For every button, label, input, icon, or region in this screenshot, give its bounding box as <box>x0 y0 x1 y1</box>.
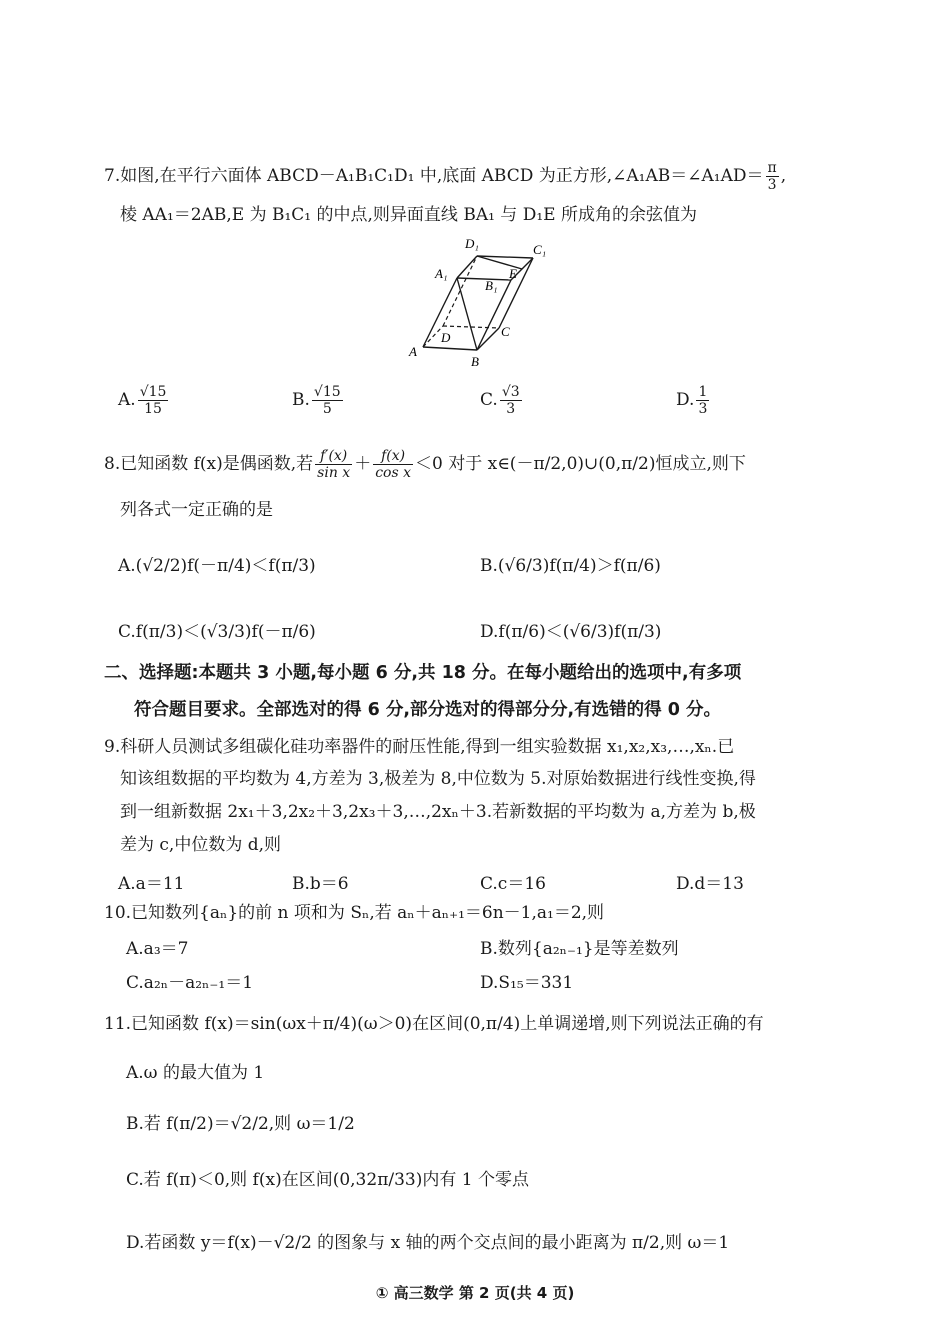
q9-line2: 知该组数据的平均数为 4,方差为 3,极差为 8,中位数为 5.对原始数据进行线性变换,得 <box>120 769 756 789</box>
q7-option-d-den: 3 <box>698 401 708 417</box>
q10-option-b[interactable]: B.数列{a₂ₙ₋₁}是等差数列 <box>480 939 679 959</box>
label-D: D <box>441 330 451 345</box>
q9-option-a[interactable]: A.a＝11 <box>118 874 185 894</box>
q7-line1-text: 7.如图,在平行六面体 ABCD－A₁B₁C₁D₁ 中,底面 ABCD 为正方形,∠A₁AB＝∠A₁AD＝ <box>104 166 764 186</box>
q9-line4: 差为 c,中位数为 d,则 <box>120 835 282 855</box>
q7-option-a-letter: A. <box>118 390 136 410</box>
q7-option-d-letter: D. <box>676 390 695 410</box>
q8-frac2-num: f(x) <box>373 448 413 465</box>
q8-option-b[interactable]: B.(√6/3)f(π/4)＞f(π/6) <box>480 556 661 576</box>
label-A1: A₁ <box>435 266 448 281</box>
page-footer: ① 高三数学 第 2 页(共 4 页) <box>375 1284 575 1302</box>
q8-line2: 列各式一定正确的是 <box>120 500 273 520</box>
section-2-header-line1: 二、选择题:本题共 3 小题,每小题 6 分,共 18 分。在每小题给出的选项中,有多项 <box>104 663 742 683</box>
q10-line1: 10.已知数列{aₙ}的前 n 项和为 Sₙ,若 aₙ＋aₙ₊₁＝6n－1,a₁＝2,则 <box>104 903 605 923</box>
q7-line2: 棱 AA₁＝2AB,E 为 B₁C₁ 的中点,则异面直线 BA₁ 与 D₁E 所成角的余弦值为 <box>120 205 697 225</box>
q8-line1 <box>104 448 746 481</box>
q7-option-b[interactable] <box>292 384 345 417</box>
label-B1: B₁ <box>485 278 498 293</box>
label-C: C <box>501 324 510 339</box>
q9-option-c[interactable]: C.c＝16 <box>480 874 546 894</box>
q7-frac-den: 3 <box>767 177 777 193</box>
q7-option-c-den: 3 <box>506 401 516 417</box>
q8-fraction-2 <box>373 448 413 481</box>
q7-option-a-num: √15 <box>139 384 167 400</box>
label-B: B <box>471 354 479 369</box>
q7-line1 <box>104 160 786 193</box>
q7-option-c[interactable] <box>480 384 524 417</box>
section-2-header-line2: 符合题目要求。全部选对的得 6 分,部分选对的得部分分,有选错的得 0 分。 <box>134 700 722 720</box>
label-A: A <box>409 344 417 359</box>
q7-option-b-letter: B. <box>292 390 310 410</box>
q8-frac1-den: sin x <box>317 465 351 481</box>
q8-option-a[interactable]: A.(√2/2)f(－π/4)＜f(π/3) <box>118 556 316 576</box>
label-C1: C₁ <box>533 242 547 257</box>
q11-option-c[interactable]: C.若 f(π)＜0,则 f(x)在区间(0,32π/33)内有 1 个零点 <box>126 1170 529 1190</box>
q7-option-a-den: 15 <box>144 401 162 417</box>
q11-option-a[interactable]: A.ω 的最大值为 1 <box>126 1063 265 1083</box>
q8-line1-start: 8.已知函数 f(x)是偶函数,若 <box>104 454 314 474</box>
q7-option-b-num: √15 <box>313 384 341 400</box>
q8-frac2-den: cos x <box>375 465 412 481</box>
q8-frac1-num: f′(x) <box>315 448 352 465</box>
q8-plus: ＋ <box>354 454 372 474</box>
q8-line1-end: ＜0 对于 x∈(－π/2,0)∪(0,π/2)恒成立,则下 <box>415 454 746 474</box>
q7-line1-tail: , <box>780 166 787 186</box>
q7-frac-num: π <box>767 160 777 176</box>
q8-option-d[interactable]: D.f(π/6)＜(√6/3)f(π/3) <box>480 622 662 642</box>
label-D1: D₁ <box>465 236 479 251</box>
q10-option-d[interactable]: D.S₁₅＝331 <box>480 973 574 993</box>
parallelepiped-figure <box>405 232 565 372</box>
q9-line1: 9.科研人员测试多组碳化硅功率器件的耐压性能,得到一组实验数据 x₁,x₂,x₃,…,xₙ.已 <box>104 737 735 757</box>
label-E: E <box>509 266 517 281</box>
q8-fraction-1 <box>315 448 352 481</box>
q11-option-d[interactable]: D.若函数 y＝f(x)－√2/2 的图象与 x 轴的两个交点间的最小距离为 π/2,则 ω＝1 <box>126 1233 730 1253</box>
q7-option-a[interactable] <box>118 384 170 417</box>
q9-option-d[interactable]: D.d＝13 <box>676 874 744 894</box>
q7-option-b-den: 5 <box>322 401 332 417</box>
q11-option-b[interactable]: B.若 f(π/2)＝√2/2,则 ω＝1/2 <box>126 1114 355 1134</box>
q7-option-c-letter: C. <box>480 390 498 410</box>
q10-option-c[interactable]: C.a₂ₙ－a₂ₙ₋₁＝1 <box>126 973 254 993</box>
q11-line1: 11.已知函数 f(x)＝sin(ωx＋π/4)(ω＞0)在区间(0,π/4)上单调递增,则下列说法正确的有 <box>104 1014 764 1034</box>
q7-option-d[interactable] <box>676 384 711 417</box>
q7-option-c-num: √3 <box>501 384 520 400</box>
q7-option-d-num: 1 <box>698 384 708 400</box>
q7-angle-fraction <box>766 160 779 193</box>
q9-option-b[interactable]: B.b＝6 <box>292 874 349 894</box>
q8-option-c[interactable]: C.f(π/3)＜(√3/3)f(－π/6) <box>118 622 316 642</box>
q10-option-a[interactable]: A.a₃＝7 <box>126 939 189 959</box>
q9-line3: 到一组新数据 2x₁＋3,2x₂＋3,2x₃＋3,…,2xₙ＋3.若新数据的平均数为 a,方差为 b,极 <box>120 802 756 822</box>
